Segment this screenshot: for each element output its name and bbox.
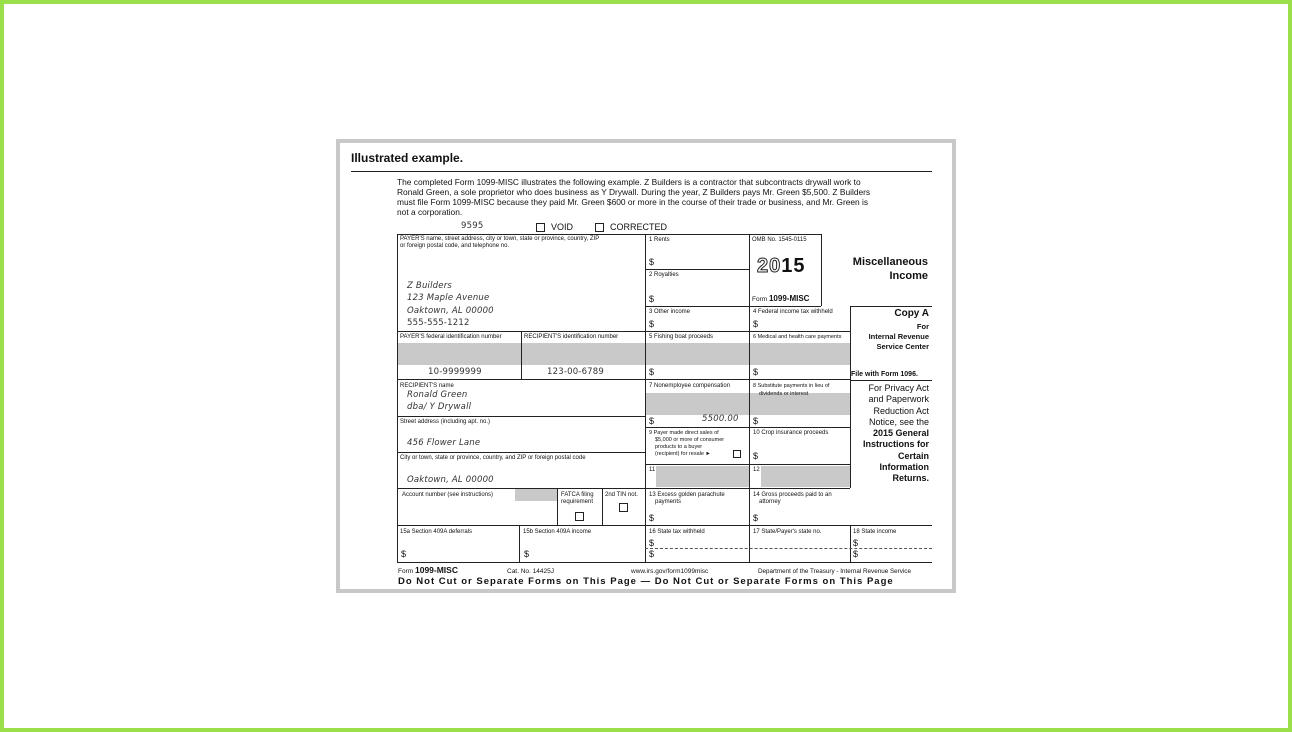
omb-number: OMB No. 1545-0115 bbox=[752, 237, 807, 243]
rule bbox=[645, 269, 749, 270]
form-title-line: Income bbox=[889, 270, 928, 282]
box2-dollar: $ bbox=[649, 294, 655, 304]
form-name-prefix: Form bbox=[752, 296, 768, 303]
recipient-name-label: RECIPIENT'S name bbox=[400, 383, 454, 389]
box15a-dollar: $ bbox=[401, 549, 407, 559]
box9-label: 9 Payer made direct sales of bbox=[649, 430, 719, 436]
box17-label: 17 State/Payer's state no. bbox=[753, 529, 822, 535]
box16-dollar: $ bbox=[649, 538, 655, 548]
recipient-name: Ronald Green bbox=[407, 390, 468, 400]
heading-rule bbox=[351, 171, 932, 172]
payer-name: Z Builders bbox=[407, 281, 453, 291]
form-code: 9595 bbox=[461, 221, 484, 231]
rule bbox=[397, 331, 850, 332]
copy-a-irs: Service Center bbox=[876, 342, 929, 351]
box4-dollar: $ bbox=[753, 319, 759, 329]
privacy-line: Notice, see the bbox=[868, 416, 929, 427]
privacy-line: For Privacy Act bbox=[868, 383, 929, 393]
document-page bbox=[336, 139, 956, 593]
form-title bbox=[820, 255, 928, 283]
box13-label: payments bbox=[655, 499, 682, 505]
box5-dollar: $ bbox=[649, 367, 655, 377]
box18-dollar: $ bbox=[853, 549, 859, 559]
fatca-label: requirement bbox=[561, 499, 594, 505]
payer-street: 123 Maple Avenue bbox=[407, 293, 490, 303]
intro-paragraph bbox=[397, 177, 870, 217]
box8-label: 8 Substitute payments in lieu of bbox=[753, 383, 830, 389]
privacy-line: Instructions for bbox=[862, 439, 929, 450]
box10-label: 10 Crop insurance proceeds bbox=[753, 430, 829, 436]
privacy-notice bbox=[851, 383, 929, 485]
intro-line: must file Form 1099-MISC because they paid Mr. Green $600 or more in the course of their trade or business, and Mr. Green is bbox=[397, 197, 869, 207]
account-label: Account number (see instructions) bbox=[402, 492, 494, 498]
payer-label: or foreign postal code, and telephone no. bbox=[400, 243, 510, 249]
box10-dollar: $ bbox=[753, 451, 759, 461]
box6-label: 6 Medical and health care payments bbox=[753, 334, 842, 340]
shade-box6 bbox=[749, 343, 850, 365]
privacy-line: 2015 General bbox=[872, 428, 929, 439]
rule bbox=[645, 427, 850, 428]
do-not-cut-banner: Do Not Cut or Separate Forms on This Page — Do Not Cut or Separate Forms on This Page bbox=[398, 576, 894, 587]
payer-phone: 555-555-1212 bbox=[407, 318, 470, 328]
shade-box11 bbox=[656, 466, 749, 487]
fatca-label: FATCA filing bbox=[561, 492, 594, 498]
shade-account bbox=[515, 489, 557, 501]
corrected-label: CORRECTED bbox=[610, 222, 668, 232]
box2-label: 2 Royalties bbox=[649, 272, 679, 278]
copy-a-block bbox=[853, 308, 929, 352]
box3-label: 3 Other income bbox=[649, 309, 691, 315]
rule bbox=[521, 331, 522, 379]
privacy-line: Information bbox=[879, 462, 929, 473]
box16-label: 16 State tax withheld bbox=[649, 529, 705, 535]
rule bbox=[645, 234, 646, 562]
form-bottom-rule bbox=[397, 562, 932, 563]
box14-dollar: $ bbox=[753, 513, 759, 523]
box1-label: 1 Rents bbox=[649, 237, 670, 243]
city-label: City or town, state or province, country, and ZIP or foreign postal code bbox=[400, 455, 586, 461]
recipient-tin: 123-00-6789 bbox=[547, 367, 605, 377]
street-label: Street address (including apt. no.) bbox=[400, 419, 491, 425]
rule bbox=[397, 452, 645, 453]
shade-box12 bbox=[761, 466, 850, 487]
footer-form bbox=[398, 565, 458, 575]
intro-line: The completed Form 1099-MISC illustrates the following example. Z Builders is a contractor that subcontracts drywall work to bbox=[397, 177, 861, 187]
rule bbox=[850, 306, 932, 307]
tax-year bbox=[757, 255, 806, 278]
box4-label: 4 Federal income tax withheld bbox=[753, 309, 833, 315]
box14-label: attorney bbox=[759, 499, 781, 505]
document-heading: Illustrated example. bbox=[351, 151, 464, 165]
payer-city: Oaktown, AL 00000 bbox=[407, 306, 494, 316]
box15b-dollar: $ bbox=[524, 549, 530, 559]
rule bbox=[645, 306, 749, 307]
irs-url: www.irs.gov/form1099misc bbox=[631, 568, 709, 575]
tin-not-checkbox[interactable] bbox=[619, 503, 628, 512]
form-name: 1099-MISC bbox=[768, 294, 810, 303]
recipient-dba: dba/ Y Drywall bbox=[407, 402, 472, 412]
box7-dollar: $ bbox=[649, 416, 655, 426]
box8-dollar: $ bbox=[753, 416, 759, 426]
rule bbox=[397, 416, 645, 417]
rule bbox=[519, 525, 520, 562]
copy-a-irs: Internal Revenue bbox=[868, 332, 929, 341]
privacy-line: Returns. bbox=[892, 473, 929, 484]
rule bbox=[397, 379, 850, 380]
recipient-street: 456 Flower Lane bbox=[407, 438, 481, 448]
void-label: VOID bbox=[551, 222, 574, 232]
intro-line: not a corporation. bbox=[397, 207, 463, 217]
box16-dollar: $ bbox=[649, 549, 655, 559]
box18-label: 18 State income bbox=[853, 529, 897, 535]
box18-dollar: $ bbox=[853, 538, 859, 548]
rule bbox=[645, 464, 850, 465]
tax-year-suffix: 15 bbox=[781, 255, 806, 277]
box7-label: 7 Nonemployee compensation bbox=[649, 383, 731, 389]
rule bbox=[749, 306, 821, 307]
box6-dollar: $ bbox=[753, 367, 759, 377]
payer-label: PAYER'S name, street address, city or town, state or province, country, ZIP bbox=[400, 236, 600, 242]
corrected-checkbox[interactable] bbox=[595, 223, 604, 232]
box15a-label: 15a Section 409A deferrals bbox=[400, 529, 473, 535]
box9-label: (recipient) for resale ► bbox=[655, 451, 711, 457]
rule bbox=[749, 234, 750, 562]
box9-checkbox[interactable] bbox=[733, 450, 741, 458]
box9-label: $5,000 or more of consumer bbox=[655, 437, 725, 443]
rule bbox=[850, 525, 851, 562]
rule bbox=[602, 488, 603, 525]
intro-line: Ronald Green, a sole proprietor who does business as Y Drywall. During the year, Z Builders pays Mr. Green $5,500. Z Builders bbox=[397, 187, 871, 197]
rule bbox=[850, 380, 932, 381]
privacy-line: Reduction Act bbox=[873, 405, 929, 416]
tax-year-prefix: 20 bbox=[757, 255, 782, 277]
box13-dollar: $ bbox=[649, 513, 655, 523]
department: Department of the Treasury - Internal Revenue Service bbox=[758, 568, 911, 575]
recipient-tin-label: RECIPIENT'S identification number bbox=[524, 334, 619, 340]
box8-label: dividends or interest bbox=[759, 391, 809, 397]
rule bbox=[397, 234, 398, 562]
copy-a-for: For bbox=[916, 322, 929, 331]
box3-dollar: $ bbox=[649, 319, 655, 329]
footer-form-prefix: Form bbox=[398, 568, 414, 575]
cat-number: Cat. No. 14425J bbox=[507, 568, 554, 575]
recipient-city: Oaktown, AL 00000 bbox=[407, 475, 494, 485]
box1-dollar: $ bbox=[649, 257, 655, 267]
copy-a-title: Copy A bbox=[894, 308, 929, 319]
file-with-form: File with Form 1096. bbox=[851, 371, 918, 378]
privacy-line: and Paperwork bbox=[868, 394, 929, 405]
payer-tin: 10-9999999 bbox=[428, 367, 482, 377]
rule bbox=[397, 525, 932, 526]
shade-box7 bbox=[645, 393, 749, 415]
privacy-line: Certain bbox=[897, 450, 929, 461]
void-checkbox[interactable] bbox=[536, 223, 545, 232]
form-name-line bbox=[752, 294, 809, 303]
box14-label: 14 Gross proceeds paid to an bbox=[753, 492, 832, 498]
form-title-line: Miscellaneous bbox=[852, 256, 928, 268]
box5-label: 5 Fishing boat proceeds bbox=[649, 334, 714, 340]
box15b-label: 15b Section 409A income bbox=[523, 529, 592, 535]
rule bbox=[557, 488, 558, 525]
state-divider bbox=[645, 548, 932, 549]
box7-value: 5500.00 bbox=[702, 414, 739, 424]
tin-not-label: 2nd TIN not. bbox=[605, 492, 638, 498]
box9-label: products to a buyer bbox=[655, 444, 703, 450]
rule bbox=[397, 488, 850, 489]
shade-box5 bbox=[645, 343, 749, 365]
box11-label: 11 bbox=[649, 467, 656, 473]
box12-label: 12 bbox=[753, 467, 760, 473]
payer-tin-label: PAYER'S federal identification number bbox=[400, 334, 502, 340]
form-top-rule bbox=[397, 234, 821, 235]
fatca-checkbox[interactable] bbox=[575, 512, 584, 521]
footer-form-name: 1099-MISC bbox=[414, 565, 458, 575]
box13-label: 13 Excess golden parachute bbox=[649, 492, 725, 498]
